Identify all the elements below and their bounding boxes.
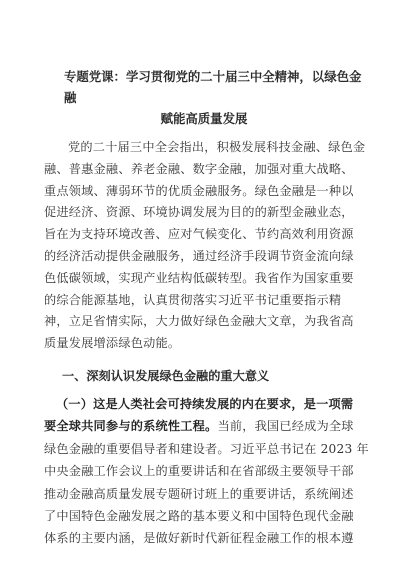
paragraph-line: 融、普惠金融、养老金融、数字金融，加强对重大战略、	[44, 161, 354, 176]
subsection-heading-part-1: （一）这是人类社会可持续发展的内在要求，是一项需	[56, 396, 354, 411]
paragraph-line: 神，立足省情实际，大力做好绿色金融大文章，为我省高	[44, 314, 354, 329]
section-heading: 一、深刻认识发展绿色金融的重大意义	[62, 368, 270, 383]
paragraph-line: 党的二十届三中全会指出，积极发展科技金融、绿色金	[68, 140, 366, 154]
paragraph-line: 旨在为支持环境改善、应对气候变化、节约高效利用资源	[44, 227, 354, 242]
paragraph-line	[44, 415, 370, 437]
paragraph-line: 促进经济、资源、环境协调发展为目的的新型金融业态，	[44, 205, 354, 220]
paragraph-line: 体系的主要内涵，是做好新时代新征程金融工作的根本遵	[44, 531, 354, 546]
subsection-heading-part-2: 要全球共同参与的系统性工程。	[44, 419, 218, 434]
paragraph-line: 绿色金融的重要倡导者和建设者。习近平总书记在 2023 年	[44, 441, 369, 456]
subsection-heading-line	[44, 393, 370, 415]
paragraph-line: 中央金融工作会议上的重要讲话和在省部级主要领导干部	[44, 464, 354, 479]
subsection-paragraph	[44, 393, 370, 550]
paragraph-line: 了中国特色金融发展之路的基本要义和中国特色现代金融	[44, 509, 354, 523]
title-line-2: 赋能高质量发展	[160, 111, 248, 126]
paragraph-line: 推动金融高质量发展专题研讨班上的重要讲话，系统阐述	[44, 486, 354, 501]
subsection-text-start: 当前，我国已经成为全球	[217, 419, 354, 434]
paragraph-line: 质量发展增添绿色动能。	[44, 336, 181, 351]
paragraph-line: 的经济活动提供金融服务，通过经济手段调节资金流向绿	[44, 248, 354, 263]
paragraph-line: 重点领域、薄弱环节的优质金融服务。绿色金融是一种以	[44, 183, 354, 198]
title-line-1: 专题党课：学习贯彻党的二十届三中全精神，以绿色金融	[64, 69, 362, 105]
paragraph-line: 的综合能源基地，认真贯彻落实习近平书记重要指示精	[44, 292, 342, 307]
paragraph-line: 色低碳领域，实现产业结构低碳转型。我省作为国家重要	[44, 270, 354, 285]
document-title	[44, 66, 370, 129]
intro-paragraph	[44, 137, 370, 355]
